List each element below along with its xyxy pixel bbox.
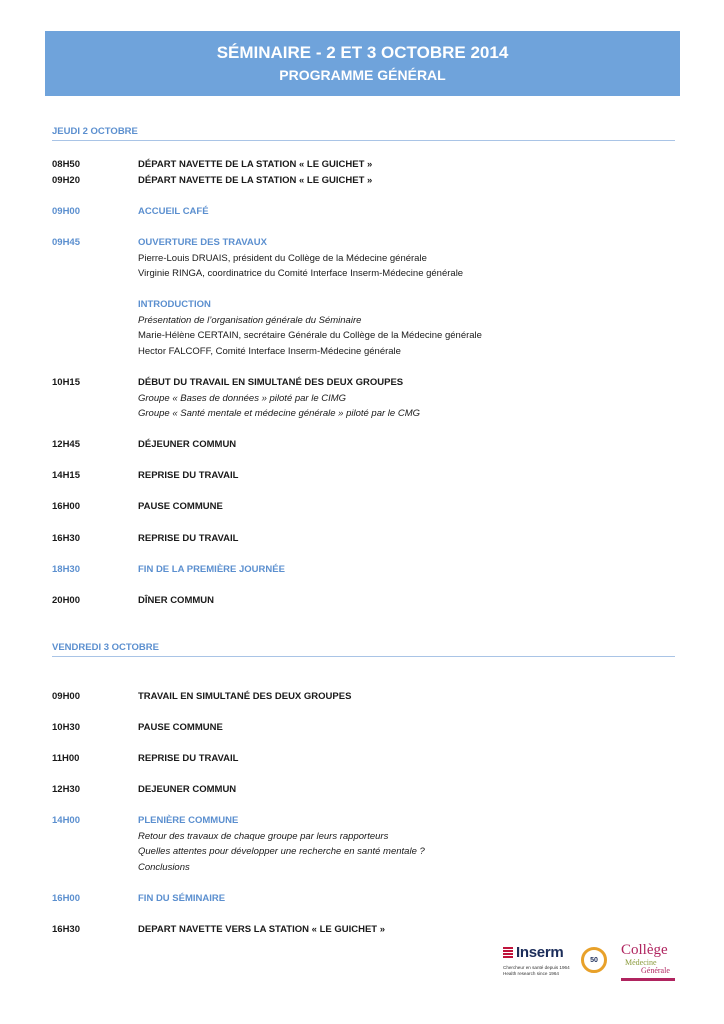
- item-time: 10H30: [52, 722, 80, 733]
- inserm-name: Inserm: [516, 944, 564, 961]
- item-detail: Présentation de l’organisation générale du Séminaire: [138, 314, 362, 326]
- item-title: DEPART NAVETTE VERS LA STATION « LE GUICHET »: [138, 924, 386, 935]
- item-detail: Marie-Hélène CERTAIN, secrétaire Générale du Collège de la Médecine générale: [138, 330, 482, 341]
- item-detail: Retour des travaux de chaque groupe par leurs rapporteurs: [138, 830, 389, 842]
- page-subtitle: PROGRAMME GÉNÉRAL: [279, 67, 446, 83]
- inserm-tagline-en: Health research since 1964: [503, 970, 559, 976]
- item-title: INTRODUCTION: [138, 299, 211, 310]
- item-time: 14H15: [52, 470, 80, 481]
- item-title: DÉPART NAVETTE DE LA STATION « LE GUICHET »: [138, 175, 373, 186]
- item-title: PAUSE COMMUNE: [138, 722, 223, 733]
- item-detail: Pierre-Louis DRUAIS, président du Collège de la Médecine générale: [138, 252, 427, 264]
- item-time: 10H15: [52, 377, 80, 388]
- item-detail: Quelles attentes pour développer une recherche en santé mentale ?: [138, 846, 425, 857]
- anniversary-badge-icon: 50: [581, 947, 607, 973]
- header-banner: [45, 31, 680, 96]
- item-title: PAUSE COMMUNE: [138, 501, 223, 512]
- item-time: 20H00: [52, 595, 80, 606]
- item-time: 09H20: [52, 175, 80, 186]
- item-time: 18H30: [52, 564, 80, 575]
- item-title: DEJEUNER COMMUN: [138, 784, 237, 795]
- item-time: 14H00: [52, 815, 80, 826]
- item-title: DÉBUT DU TRAVAIL EN SIMULTANÉ DES DEUX GROUPES: [138, 377, 404, 388]
- item-title: PLENIÈRE COMMUNE: [138, 815, 239, 826]
- item-title: REPRISE DU TRAVAIL: [138, 533, 239, 544]
- item-time: 16H00: [52, 501, 80, 512]
- item-time: 16H30: [52, 924, 80, 935]
- item-time: 09H00: [52, 206, 80, 217]
- inserm-tagline-fr: Chercheur en santé depuis 1964: [503, 965, 570, 970]
- item-time: 16H30: [52, 533, 80, 544]
- item-detail: Conclusions: [138, 861, 190, 873]
- item-title: REPRISE DU TRAVAIL: [138, 470, 239, 481]
- item-detail: Virginie RINGA, coordinatrice du Comité Interface Inserm-Médecine générale: [138, 268, 464, 279]
- item-time: 12H30: [52, 784, 80, 795]
- item-time: 16H00: [52, 893, 80, 904]
- item-detail: Hector FALCOFF, Comité Interface Inserm-Médecine générale: [138, 345, 401, 357]
- item-detail: Groupe « Bases de données » piloté par le CIMG: [138, 392, 347, 404]
- item-time: 09H45: [52, 237, 80, 248]
- item-title: ACCUEIL CAFÉ: [138, 206, 209, 217]
- day-heading-thursday: JEUDI 2 OCTOBRE: [52, 126, 675, 141]
- item-title: DÉJEUNER COMMUN: [138, 439, 237, 450]
- item-title: DÉPART NAVETTE DE LA STATION « LE GUICHET »: [138, 159, 373, 170]
- inserm-tagline: [503, 965, 583, 976]
- item-detail: Groupe « Santé mentale et médecine générale » piloté par le CMG: [138, 408, 420, 419]
- item-title: REPRISE DU TRAVAIL: [138, 753, 239, 764]
- item-time: 09H00: [52, 691, 80, 702]
- item-time: 12H45: [52, 439, 80, 450]
- college-underline: [621, 978, 675, 981]
- college-line1: Collège: [621, 942, 668, 958]
- item-title: DÎNER COMMUN: [138, 595, 214, 606]
- day-heading-friday: VENDREDI 3 OCTOBRE: [52, 642, 675, 657]
- page-title: SÉMINAIRE - 2 ET 3 OCTOBRE 2014: [216, 43, 509, 62]
- item-time: 08H50: [52, 159, 80, 170]
- item-title: TRAVAIL EN SIMULTANÉ DES DEUX GROUPES: [138, 691, 352, 702]
- item-title: OUVERTURE DES TRAVAUX: [138, 237, 267, 248]
- item-title: FIN DU SÉMINAIRE: [138, 893, 226, 904]
- item-title: FIN DE LA PREMIÈRE JOURNÉE: [138, 564, 285, 575]
- college-line3: Générale: [641, 966, 670, 975]
- inserm-mark-icon: [503, 947, 513, 961]
- inserm-logo: [503, 944, 575, 986]
- item-time: 11H00: [52, 753, 80, 764]
- college-line2: Médecine: [625, 958, 657, 967]
- partner-logos: [503, 944, 683, 986]
